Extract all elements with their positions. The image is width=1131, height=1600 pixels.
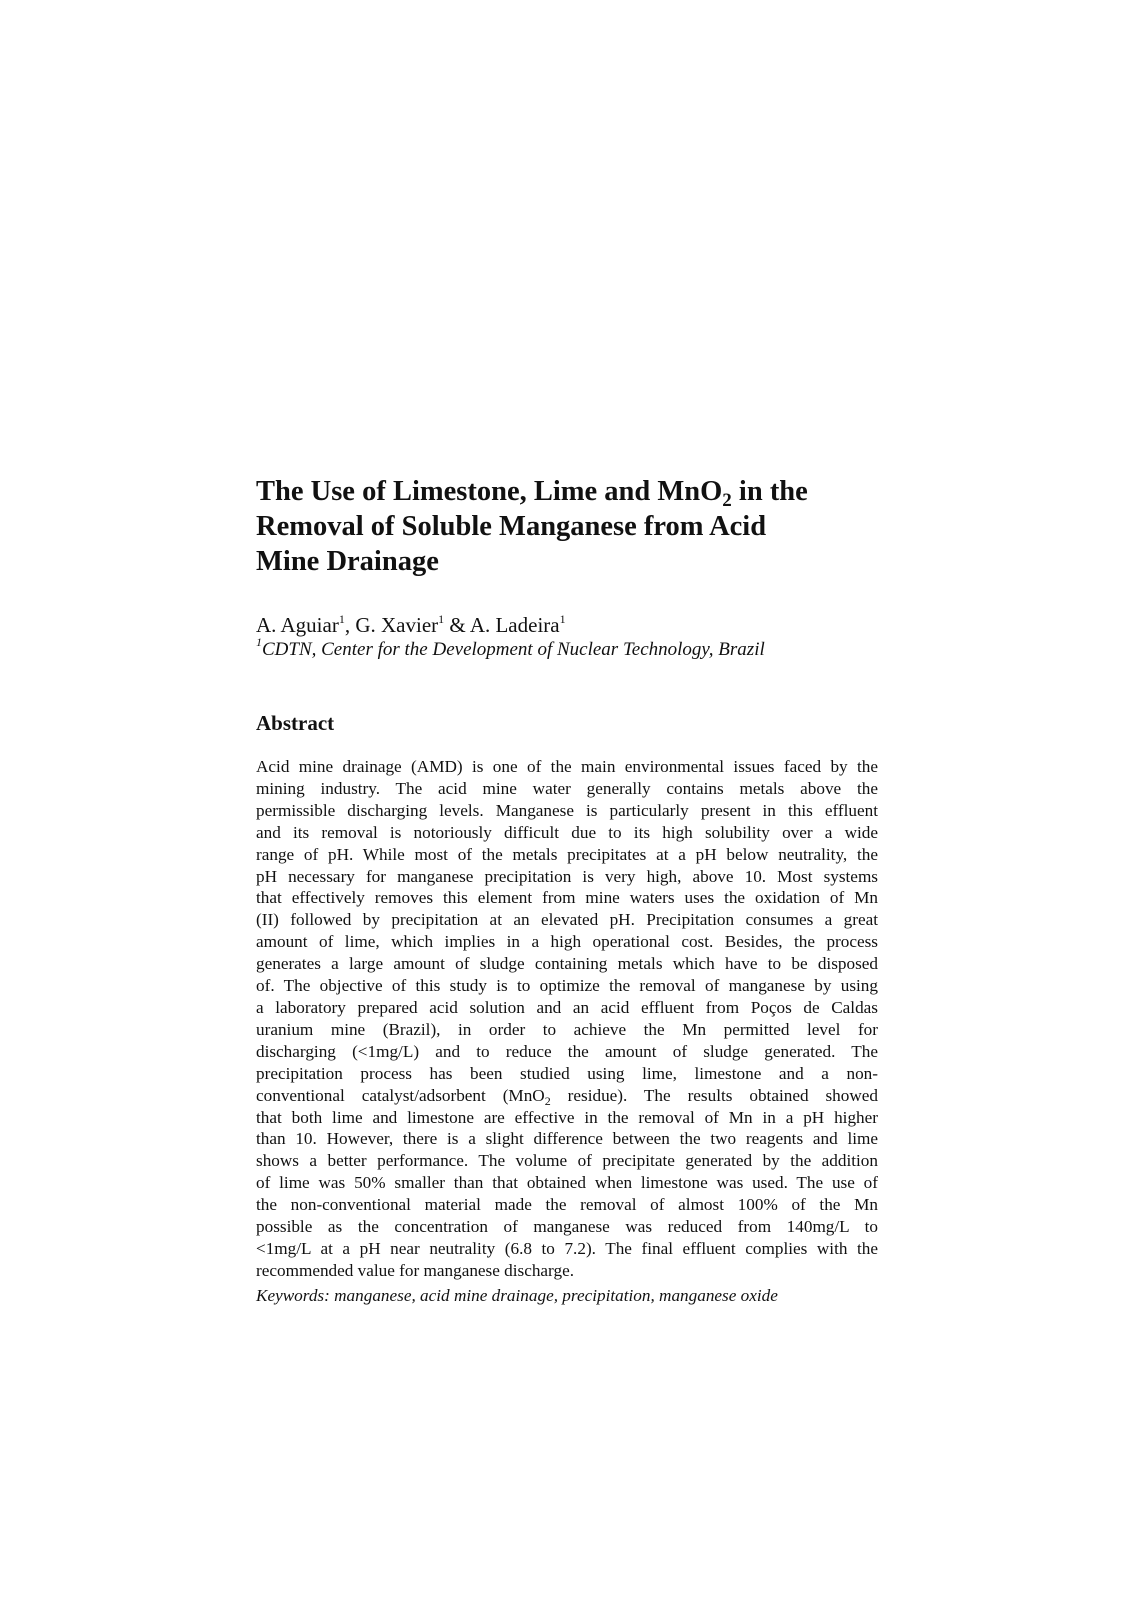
paper-content — [256, 474, 878, 1307]
abstract-line: amount of lime, which implies in a high operational cost. Besides, the process — [256, 932, 878, 952]
abstract-line: (II) followed by precipitation at an elevated pH. Precipitation consumes a great — [256, 910, 878, 930]
author-3: & A. Ladeira — [444, 613, 560, 637]
abstract-line: permissible discharging levels. Manganese is particularly present in this effluent — [256, 800, 878, 820]
abstract-line: a laboratory prepared acid solution and an acid effluent from Poços de Caldas — [256, 997, 878, 1017]
abstract-line: shows a better performance. The volume of precipitate generated by the addition — [256, 1151, 878, 1171]
affiliation-mark: 1 — [256, 635, 262, 649]
abstract-line: uranium mine (Brazil), in order to achieve the Mn permitted level for — [256, 1019, 878, 1039]
author-1: A. Aguiar — [256, 613, 339, 637]
title-line-1-end: in the — [731, 476, 808, 507]
abstract-line: precipitation process has been studied using lime, limestone and a non- — [256, 1063, 878, 1083]
abstract-line: the non-conventional material made the removal of almost 100% of the Mn — [256, 1195, 878, 1215]
abstract-line-mno2-start: conventional catalyst/adsorbent (MnO — [256, 1085, 545, 1105]
abstract-line: Acid mine drainage (AMD) is one of the main environmental issues faced by the — [256, 757, 878, 776]
title-line-1 — [256, 474, 878, 509]
abstract-line: that effectively removes this element from mine waters uses the oxidation of Mn — [256, 888, 878, 908]
abstract-line: possible as the concentration of manganese was reduced from 140mg/L to — [256, 1217, 878, 1237]
abstract-line: than 10. However, there is a slight difference between the two reagents and lime — [256, 1129, 878, 1149]
abstract-line: of lime was 50% smaller than that obtained when limestone was used. The use of — [256, 1173, 878, 1193]
abstract-line: mining industry. The acid mine water generally contains metals above the — [256, 778, 878, 798]
author-list — [256, 613, 878, 638]
abstract-line: discharging (<1mg/L) and to reduce the amount of sludge generated. The — [256, 1041, 878, 1061]
abstract-line: generates a large amount of sludge containing metals which have to be disposed — [256, 954, 878, 974]
abstract-line: that both lime and limestone are effective in the removal of Mn in a pH higher — [256, 1107, 878, 1127]
keywords: Keywords: manganese, acid mine drainage, precipitation, manganese oxide — [256, 1285, 778, 1305]
abstract-line: <1mg/L at a pH near neutrality (6.8 to 7.2). The final effluent complies with the — [256, 1238, 878, 1258]
abstract-body — [256, 756, 878, 1282]
abstract-line: range of pH. While most of the metals precipitates at a pH below neutrality, the — [256, 844, 878, 864]
abstract-heading: Abstract — [256, 711, 335, 735]
abstract-last-line: recommended value for manganese discharge. — [256, 1260, 574, 1280]
affiliation-text: CDTN, Center for the Development of Nuclear Technology, Brazil — [262, 639, 765, 660]
affiliation — [256, 635, 878, 662]
abstract-line: of. The objective of this study is to optimize the removal of manganese by using — [256, 976, 878, 996]
abstract-line-mno2-end: residue). The results obtained showed — [550, 1085, 878, 1105]
abstract-subscript: 2 — [544, 1093, 551, 1108]
author-1-affil-mark: 1 — [338, 612, 345, 626]
title-subscript: 2 — [722, 490, 732, 511]
abstract-line: and its removal is notoriously difficult due to its high solubility over a wide — [256, 822, 878, 842]
title-line-1-text: The Use of Limestone, Lime and MnO — [256, 476, 723, 507]
author-3-affil-mark: 1 — [559, 612, 566, 626]
author-2-affil-mark: 1 — [438, 612, 445, 626]
title-line-2: Removal of Soluble Manganese from Acid — [256, 511, 767, 542]
paper-title — [256, 474, 878, 579]
abstract-line-mno2 — [256, 1085, 878, 1107]
author-2: , G. Xavier — [344, 613, 439, 637]
title-line-3: Mine Drainage — [256, 546, 439, 577]
abstract-line: pH necessary for manganese precipitation is very high, above 10. Most systems — [256, 866, 878, 886]
